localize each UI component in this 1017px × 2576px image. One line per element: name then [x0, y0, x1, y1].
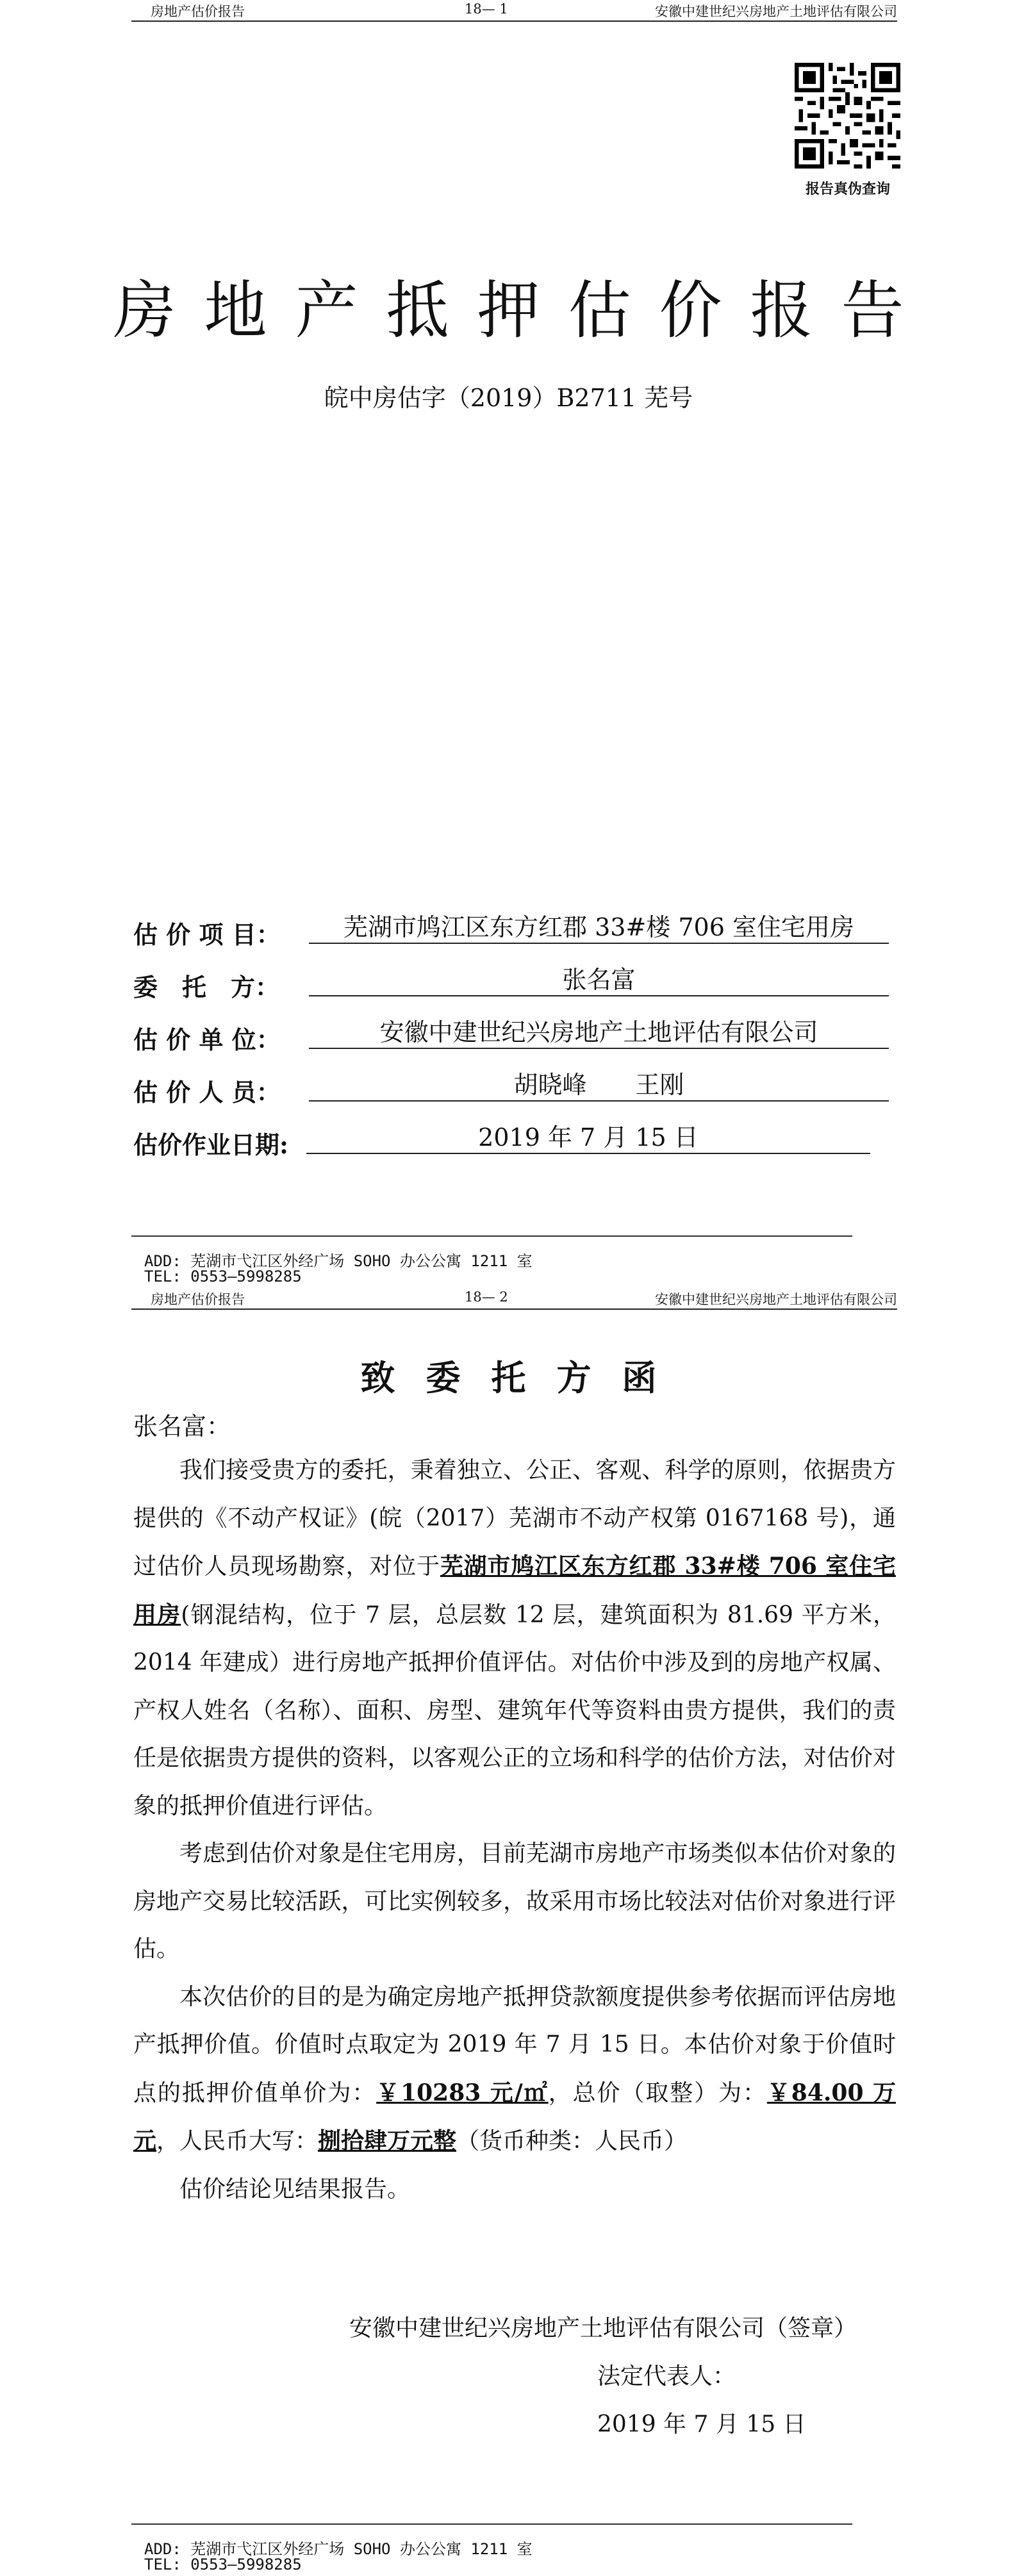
qr-code-icon[interactable]	[795, 63, 900, 169]
letter-title: 致委托方函	[360, 1357, 688, 1398]
footer-address: ADD: 芜湖市弋江区外经广场 SOHO 办公公寓 1211 室	[144, 2540, 533, 2558]
paragraph-4: 估价结论见结果报告。	[179, 2176, 411, 2202]
field-label-date: 估价作业日期:	[133, 1130, 289, 1159]
total-price-words: 捌拾肆万元整	[318, 2127, 457, 2154]
paragraph-3-text-a: 本次估价的目的是为确定房地产抵押贷款额度提供参考依据而评估房地产抵押价值。价值时点取定为 2019 年 7 月 15 日。本估价对象于价值时点的抵押价值单价为：	[133, 1983, 896, 2106]
field-value-date: 2019 年 7 月 15 日	[306, 1122, 870, 1154]
paragraph-3	[133, 1974, 896, 2166]
header-left: 房地产估价报告	[151, 1292, 245, 1307]
header-page-number: 18— 1	[465, 1, 508, 17]
page-header	[131, 1, 897, 22]
header-company: 安徽中建世纪兴房地产土地评估有限公司	[655, 1292, 897, 1307]
report-title: 房地产抵押估价报告	[113, 274, 932, 347]
signature-date: 2019 年 7 月 15 日	[597, 2411, 806, 2438]
footer-address: ADD: 芜湖市弋江区外经广场 SOHO 办公公寓 1211 室	[144, 1252, 533, 1270]
field-label-client: 委 托 方：	[133, 973, 280, 1002]
signature-representative: 法定代表人：	[597, 2363, 736, 2390]
page-header	[131, 1289, 897, 1310]
footer-phone: TEL: 0553—5998285	[144, 2555, 302, 2573]
property-address: 芜湖市鸠江区东方红郡 33#楼 706 室住宅用房	[133, 1553, 896, 1628]
field-value-client: 张名富	[309, 964, 889, 996]
paragraph-3-text-d: （货币种类：人民币）	[456, 2128, 688, 2154]
footer-divider	[131, 1235, 852, 1237]
paragraph-1	[133, 1447, 896, 1830]
salutation: 张名富：	[133, 1412, 231, 1441]
paragraph-1-text-a: 我们接受贵方的委托，秉着独立、公正、客观、科学的原则，依据贵方提供的《不动产权证》(皖（2017）芜湖市不动产权第 0167168 号)，通过估价人员现场勘察，对位于	[133, 1457, 896, 1580]
paragraph-3-text-b: ，总价（取整）为：	[548, 2079, 767, 2106]
signature-company: 安徽中建世纪兴房地产土地评估有限公司（签章）	[349, 2315, 857, 2341]
field-value-firm: 安徽中建世纪兴房地产土地评估有限公司	[309, 1017, 889, 1049]
paragraph-2: 考虑到估价对象是住宅用房，目前芜湖市房地产市场类似本估价对象的房地产交易比较活跃，可比实例较多，故采用市场比较法对估价对象进行评估。	[133, 1840, 896, 1962]
footer-phone: TEL: 0553—5998285	[144, 1267, 302, 1285]
paragraph-3-text-c: ，人民币大写：	[156, 2128, 318, 2154]
header-company: 安徽中建世纪兴房地产土地评估有限公司	[655, 4, 897, 19]
unit-price: ￥10283 元/㎡	[376, 2079, 549, 2106]
header-left: 房地产估价报告	[151, 4, 245, 19]
field-value-project: 芜湖市鸠江区东方红郡 33#楼 706 室住宅用房	[309, 912, 889, 944]
paragraph-1-text-b: (钢混结构，位于 7 层，总层数 12 层，建筑面积为 81.69 平方米，2014 年建成）进行房地产抵押价值评估。对估价中涉及到的房地产权属、产权人姓名（名称）、面积、房型、建筑年代等资料由贵方提供，我们的责任是依据贵方提供的资料，以客观公正的立场和科学的估价方法，对估价对象的抵押价值进行评估。	[133, 1601, 896, 1819]
field-label-project: 估 价 项 目：	[133, 920, 281, 949]
footer-divider	[131, 2523, 852, 2525]
field-label-appraisers: 估 价 人 员：	[133, 1078, 281, 1107]
field-label-firm: 估 价 单 位：	[133, 1025, 281, 1054]
total-price: ￥84.00 万元	[133, 2079, 896, 2154]
field-value-appraisers: 胡晓峰 王刚	[309, 1069, 889, 1102]
letter-body	[133, 1447, 896, 2213]
document-number: 皖中房估字（2019）B2711 芜号	[324, 384, 693, 412]
header-page-number: 18— 2	[465, 1289, 508, 1305]
qr-caption: 报告真伪查询	[805, 181, 890, 197]
